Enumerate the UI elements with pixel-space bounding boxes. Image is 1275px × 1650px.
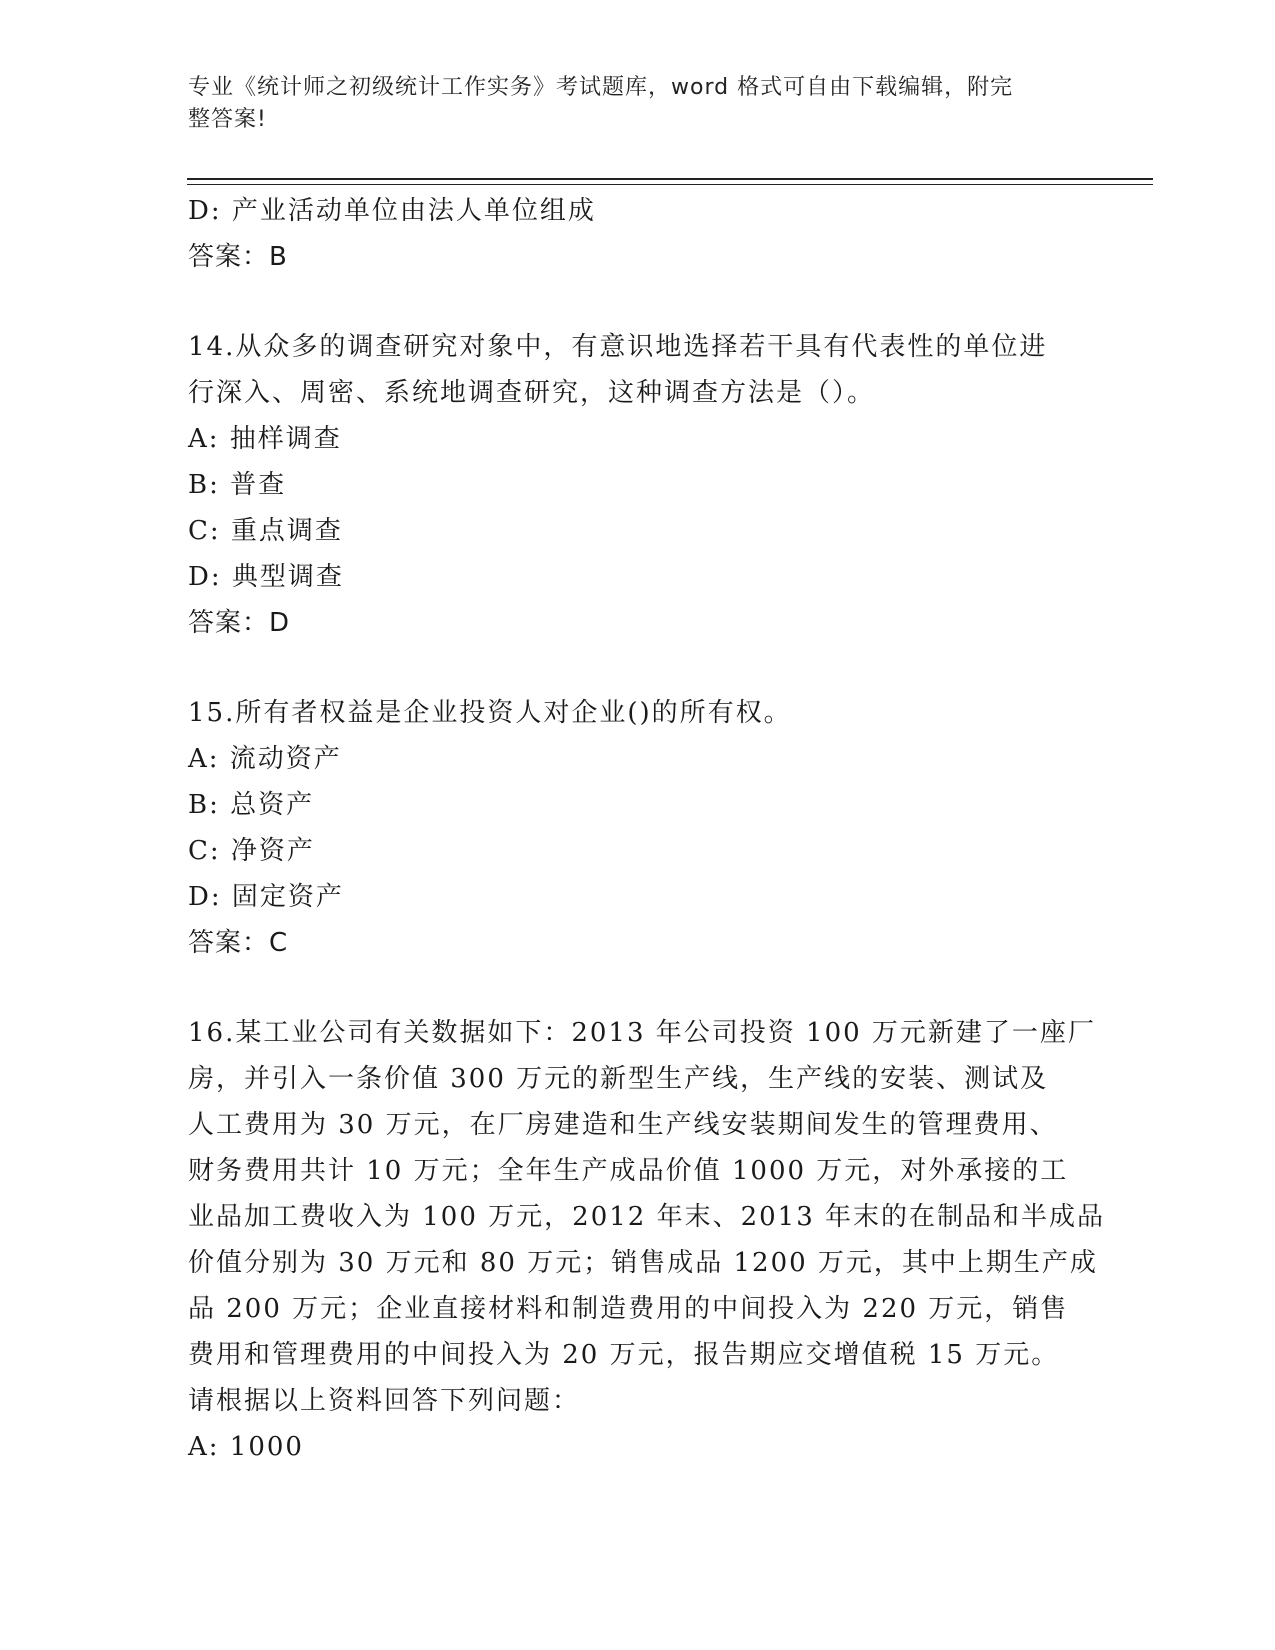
question-stem: 15.所有者权益是企业投资人对企业()的所有权。 [188,698,792,728]
question-stem: 请根据以上资料回答下列问题： [188,1386,581,1416]
question-14 [188,324,1088,646]
question-stem: 行深入、周密、系统地调查研究，这种调查方法是（）。 [188,378,876,408]
question-stem: 业品加工费收入为 100 万元，2012 年末、2013 年末的在制品和半成品 [188,1202,1106,1232]
header-rule-thin [187,184,1153,185]
option-a: A: 流动资产 [188,744,342,774]
question-content [188,188,1106,1470]
option-c: C: 重点调查 [188,516,343,546]
question-stem: 14.从众多的调查研究对象中，有意识地选择若干具有代表性的单位进 [188,332,1048,362]
option-b: B: 总资产 [188,790,315,820]
option-d: D: 典型调查 [188,562,344,592]
spacer [188,646,1088,690]
option-b: B: 普查 [188,470,287,500]
header-line-2: 整答案! [188,107,267,132]
question-stem: 房，并引入一条价值 300 万元的新型生产线，生产线的安装、测试及 [188,1064,1049,1094]
answer-line: 答案：D [188,608,291,638]
spacer [188,280,1088,324]
question-stem: 财务费用共计 10 万元；全年生产成品价值 1000 万元，对外承接的工 [188,1156,1069,1186]
option-a: A: 1000 [188,1432,304,1462]
header-rule-thick [187,178,1153,180]
question-stem: 费用和管理费用的中间投入为 20 万元，报告期应交增值税 15 万元。 [188,1340,1060,1370]
question-15 [188,690,1088,966]
question-stem: 价值分别为 30 万元和 80 万元；销售成品 1200 万元，其中上期生产成 [188,1248,1098,1278]
question-13 [188,188,1088,280]
question-16 [188,1010,1106,1470]
question-stem: 人工费用为 30 万元，在厂房建造和生产线安装期间发生的管理费用、 [188,1110,1058,1140]
option-d: D: 固定资产 [188,882,344,912]
option-a: A: 抽样调查 [188,424,342,454]
answer-line: 答案：B [188,242,288,272]
spacer [188,966,1088,1010]
answer-line: 答案：C [188,928,289,958]
header-line-1: 专业《统计师之初级统计工作实务》考试题库，word 格式可自由下载编辑，附完 [188,75,1014,100]
page-header [188,72,1068,136]
option-c: C: 净资产 [188,836,315,866]
question-stem: 品 200 万元；企业直接材料和制造费用的中间投入为 220 万元，销售 [188,1294,1069,1324]
question-stem: 16.某工业公司有关数据如下：2013 年公司投资 100 万元新建了一座厂 [188,1018,1096,1048]
option-d: D: 产业活动单位由法人单位组成 [188,196,596,226]
